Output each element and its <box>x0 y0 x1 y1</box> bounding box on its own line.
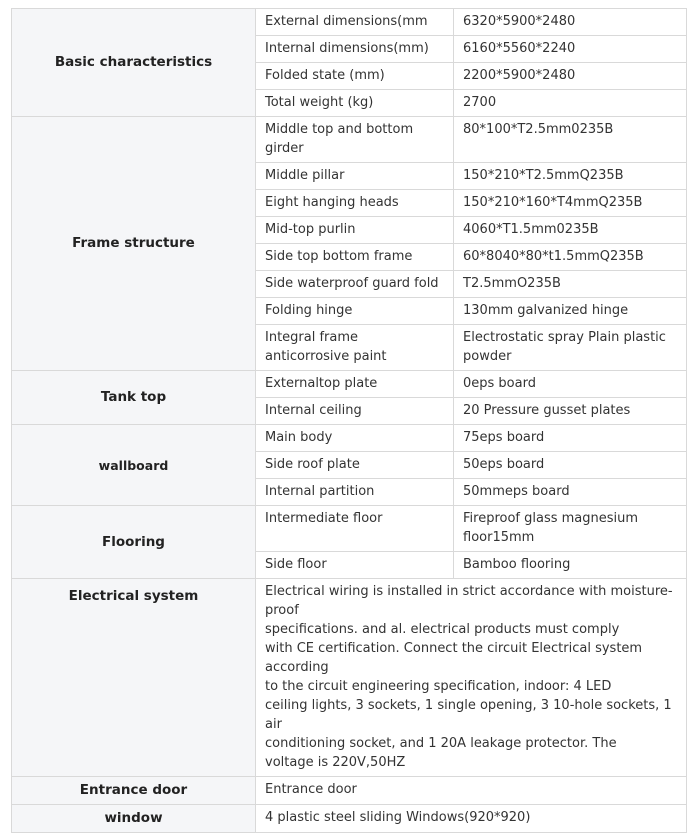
item-cell: Internal dimensions(mm) <box>256 36 454 63</box>
value-cell: Fireproof glass magnesium floor15mm <box>454 506 687 552</box>
item-cell: Side top bottom frame <box>256 244 454 271</box>
description-line: ceiling lights, 3 sockets, 1 single opening, 3 10-hole sockets, 1 air <box>265 698 672 732</box>
item-cell: Total weight (kg) <box>256 90 454 117</box>
category-cell: Frame structure <box>12 117 256 371</box>
value-cell: 75eps board <box>454 425 687 452</box>
table-row <box>12 9 687 36</box>
value-cell: 6320*5900*2480 <box>454 9 687 36</box>
item-cell: Intermediate floor <box>256 506 454 552</box>
value-cell: 4 plastic steel sliding Windows(920*920) <box>256 805 687 833</box>
item-cell: Internal partition <box>256 479 454 506</box>
category-cell: Electrical system <box>12 579 256 777</box>
item-cell: Side roof plate <box>256 452 454 479</box>
value-cell: 2700 <box>454 90 687 117</box>
value-cell: 150*210*T2.5mmQ235B <box>454 163 687 190</box>
value-cell: 60*8040*80*t1.5mmQ235B <box>454 244 687 271</box>
value-cell: 20 Pressure gusset plates <box>454 398 687 425</box>
category-cell: Flooring <box>12 506 256 579</box>
item-cell: Mid-top purlin <box>256 217 454 244</box>
item-cell: Eight hanging heads <box>256 190 454 217</box>
item-cell: Side waterproof guard fold <box>256 271 454 298</box>
description-line: specifications. and al. electrical products must comply <box>265 622 620 637</box>
item-cell: Internal ceiling <box>256 398 454 425</box>
category-cell: Entrance door <box>12 777 256 805</box>
category-cell: wallboard <box>12 425 256 506</box>
item-cell: Middle pillar <box>256 163 454 190</box>
value-cell: Bamboo flooring <box>454 552 687 579</box>
table-row <box>12 777 687 805</box>
description-line: Electrical wiring is installed in strict accordance with moisture-proof <box>265 584 673 618</box>
category-cell: window <box>12 805 256 833</box>
value-cell: 6160*5560*2240 <box>454 36 687 63</box>
value-cell: 4060*T1.5mm0235B <box>454 217 687 244</box>
item-cell: Externaltop plate <box>256 371 454 398</box>
specification-table <box>11 8 687 833</box>
electrical-description-cell <box>256 579 687 777</box>
item-cell: External dimensions(mm <box>256 9 454 36</box>
value-cell: 50mmeps board <box>454 479 687 506</box>
table-row <box>12 579 687 777</box>
table-row <box>12 371 687 398</box>
table-row <box>12 425 687 452</box>
value-cell: T2.5mmO235B <box>454 271 687 298</box>
item-cell: Main body <box>256 425 454 452</box>
table-row <box>12 117 687 163</box>
item-cell: Side floor <box>256 552 454 579</box>
category-cell: Tank top <box>12 371 256 425</box>
item-cell: Folding hinge <box>256 298 454 325</box>
description-line: to the circuit engineering specification, indoor: 4 LED <box>265 679 612 694</box>
value-cell: Electrostatic spray Plain plastic powder <box>454 325 687 371</box>
category-cell: Basic characteristics <box>12 9 256 117</box>
value-cell: 130mm galvanized hinge <box>454 298 687 325</box>
item-cell: Folded state (mm) <box>256 63 454 90</box>
value-cell: 150*210*160*T4mmQ235B <box>454 190 687 217</box>
value-cell: 80*100*T2.5mm0235B <box>454 117 687 163</box>
table-row <box>12 805 687 833</box>
description-line: voltage is 220V,50HZ <box>265 755 406 770</box>
specification-table-body <box>12 9 687 833</box>
value-cell: 2200*5900*2480 <box>454 63 687 90</box>
item-cell: Middle top and bottom girder <box>256 117 454 163</box>
value-cell: 0eps board <box>454 371 687 398</box>
item-cell: Integral frame anticorrosive paint <box>256 325 454 371</box>
description-line: conditioning socket, and 1 20A leakage protector. The <box>265 736 617 751</box>
value-cell: 50eps board <box>454 452 687 479</box>
table-row <box>12 506 687 552</box>
value-cell: Entrance door <box>256 777 687 805</box>
description-line: with CE certification. Connect the circuit Electrical system according <box>265 641 643 675</box>
